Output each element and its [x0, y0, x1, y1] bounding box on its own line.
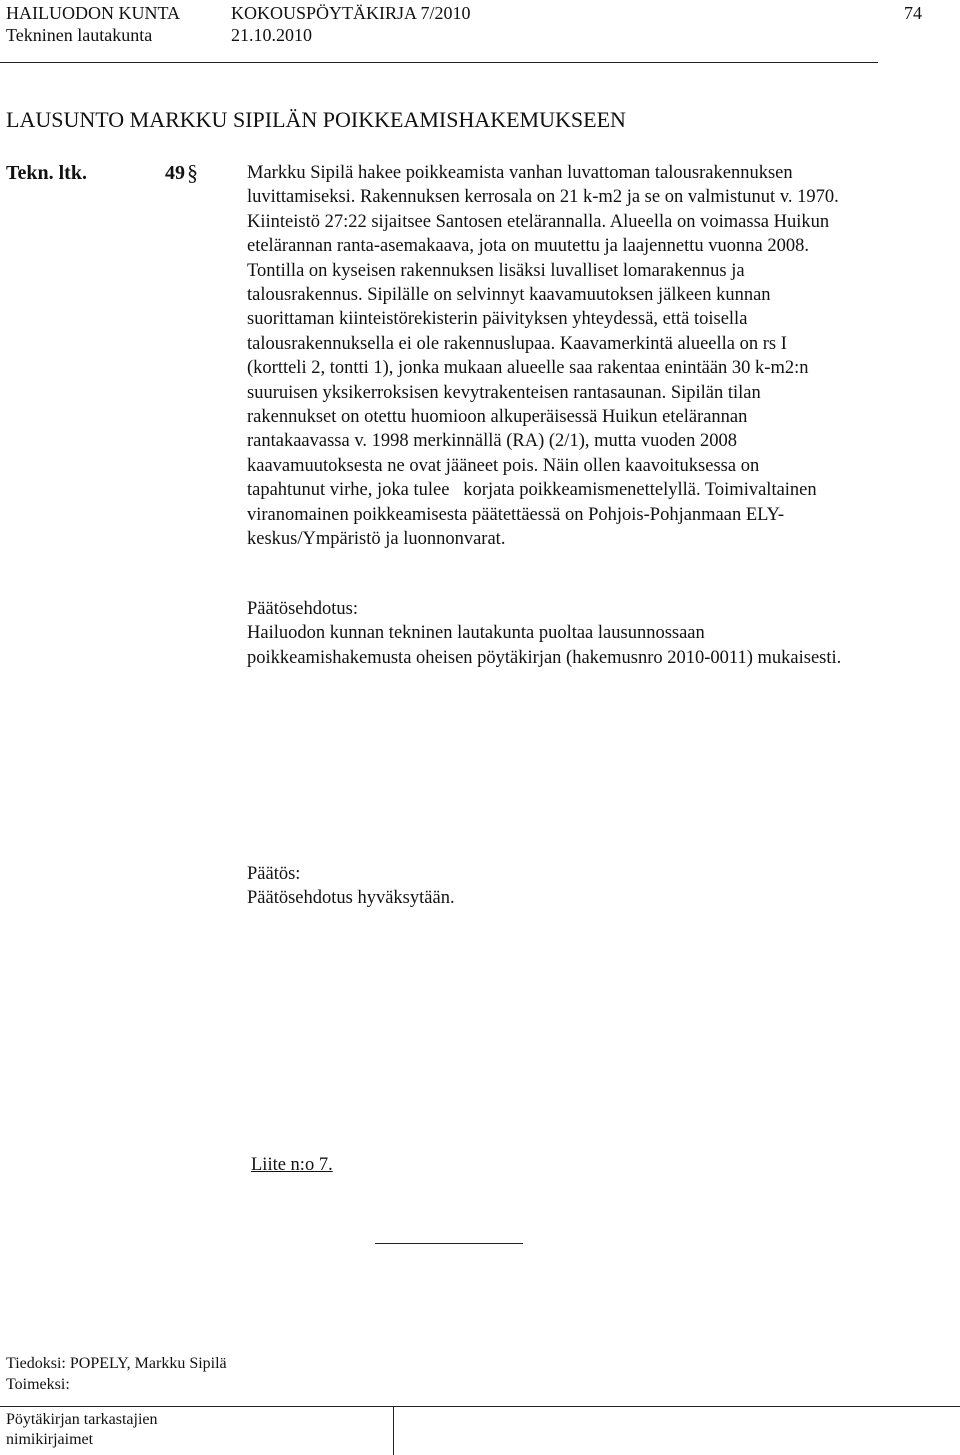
section-title: LAUSUNTO MARKKU SIPILÄN POIKKEAMISHAKEMUKSEEN [6, 107, 626, 132]
body-line: (kortteli 2, tontti 1), jonka mukaan alueelle saa rakentaa enintään 30 k-m2:n [247, 358, 809, 379]
body-line: viranomainen poikkeamisesta päätettäessä on Pohjois-Pohjanmaan ELY- [247, 504, 785, 525]
decision [247, 862, 455, 911]
body-line: talousrakennus. Sipilälle on selvinnyt kaavamuutoksen jälkeen kunnan [247, 285, 771, 306]
document-type: KOKOUSPÖYTÄKIRJA 7/2010 [231, 3, 471, 23]
reference-label: Tekn. ltk. [6, 162, 87, 184]
signature-line [375, 1243, 523, 1244]
body-line: tapahtunut virhe, joka tulee korjata poikkeamismenettelyllä. Toimivaltainen [247, 480, 817, 501]
footer-tiedoksi: Tiedoksi: POPELY, Markku Sipilä [6, 1355, 227, 1372]
municipality-name: HAILUODON KUNTA [6, 3, 181, 23]
signature-box-label [6, 1410, 158, 1450]
decision-label: Päätös: [247, 864, 301, 884]
proposal-label: Päätösehdotus: [247, 599, 358, 619]
signature-box-line: nimikirjaimet [6, 1431, 94, 1448]
body-line: keskus/Ympäristö ja luonnonvarat. [247, 529, 506, 550]
body-line: luvittamiseksi. Rakennuksen kerrosala on 21 k-m2 ja se on valmistunut v. 1970. [247, 187, 839, 208]
board-name: Tekninen lautakunta [6, 25, 153, 45]
body-line: talousrakennuksella ei ole rakennuslupaa. Kaavamerkintä alueella on rs I [247, 333, 787, 354]
body-line: rantakaavassa v. 1998 merkinnällä (RA) (2/1), mutta vuoden 2008 [247, 431, 737, 452]
body-line: kaavamuutoksesta ne ovat jääneet pois. Näin ollen kaavoituksessa on [247, 455, 760, 476]
proposal-line: poikkeamishakemusta oheisen pöytäkirjan (hakemusnro 2010-0011) mukaisesti. [247, 647, 842, 668]
signature-box-divider [393, 1407, 394, 1455]
body-line: Kiinteistö 27:22 sijaitsee Santosen etelärannalla. Alueella on voimassa Huikun [247, 211, 830, 232]
footer-toimeksi: Toimeksi: [6, 1376, 70, 1393]
body-line: suorittaman kiinteistörekisterin päivityksen yhteydessä, että toisella [247, 309, 748, 330]
page-number: 74 [904, 3, 922, 23]
body-line: rakennukset on otettu huomioon alkuperäisessä Huikun etelärannan [247, 407, 748, 428]
meeting-date: 21.10.2010 [231, 25, 312, 45]
header-rule [0, 62, 878, 63]
section-body [247, 161, 927, 552]
decision-proposal [247, 597, 841, 670]
paragraph-sign: § [187, 160, 198, 185]
signature-box [0, 1406, 960, 1455]
body-line: suuruisen yksikerroksisen kevytrakenteisen rantasaunan. Sipilän tilan [247, 382, 761, 403]
decision-text: Päätösehdotus hyväksytään. [247, 888, 455, 909]
signature-box-line: Pöytäkirjan tarkastajien [6, 1411, 158, 1428]
body-line: Tontilla on kyseisen rakennuksen lisäksi luvalliset lomarakennus ja [247, 260, 745, 281]
attachment-reference: Liite n:o 7. [251, 1155, 333, 1175]
proposal-line: Hailuodon kunnan tekninen lautakunta puoltaa lausunnossaan [247, 623, 705, 644]
body-line: Markku Sipilä hakee poikkeamista vanhan luvattoman talousrakennuksen [247, 163, 793, 183]
body-line: etelärannan ranta-asemakaava, jota on muutettu ja laajennettu vuonna 2008. [247, 236, 809, 257]
section-number: 49 [165, 162, 185, 184]
